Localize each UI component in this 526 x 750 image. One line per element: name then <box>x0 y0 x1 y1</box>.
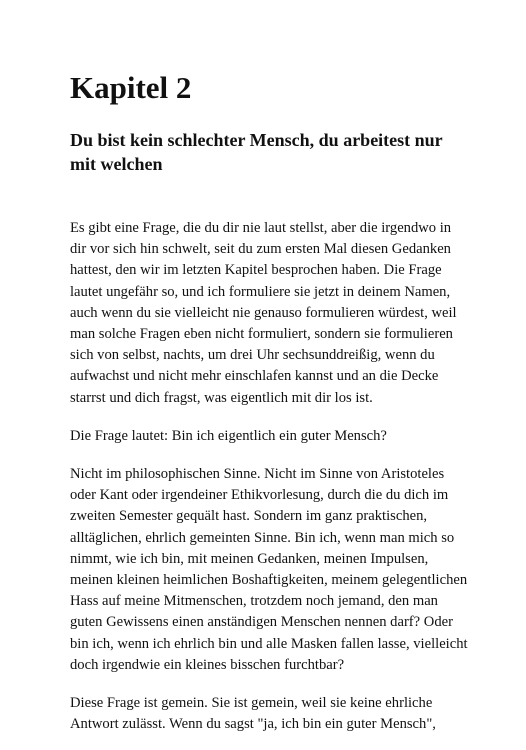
paragraph: Die Frage lautet: Bin ich eigentlich ein guter Mensch? <box>70 427 387 444</box>
section-title: Du bist kein schlechter Mensch, du arbeitest nur mit welchen <box>70 130 443 174</box>
paragraph: Diese Frage ist gemein. Sie ist gemein, weil sie keine ehrliche Antwort zulässt. Wenn du sagst "ja, ich bin ein guter Mensch", <box>70 695 436 733</box>
body-text <box>70 218 470 735</box>
paragraph: Nicht im philosophischen Sinne. Nicht im Sinne von Aristoteles oder Kant oder irgendeiner Ethikvorlesung, durch die du dich im zweiten Semester gequält hast. Sondern im ganz praktischen, alltäglichen, ehrlich gemeinten Sinne. Bin ich, wenn man mich so nimmt, wie ich bin, mit meinen Gedanken, meinen Impulsen, meinen kleinen heimlichen Boshaftigkeiten, meinem gelegentlichen Hass auf meine Mitmenschen, trotzdem noch jemand, den man guten Gewissens einen anständigen Menschen nennen darf? Oder bin ich, wenn ich ehrlich bin und alle Masken fallen lasse, vielleicht doch irgendwie ein kleines bisschen furchtbar? <box>70 466 468 673</box>
paragraph: Es gibt eine Frage, die du dir nie laut stellst, aber die irgendwo in dir vor sich hin schwelt, seit du zum ersten Mal diesen Gedanken hattest, den wir im letzten Kapitel besprochen haben. Die Frage lautet ungefähr so, und ich formuliere sie jetzt in deinem Namen, auch wenn du sie vielleicht nie genauso formulieren würdest, weil man solche Fragen eben nicht formuliert, sondern sie formulieren sich von selbst, nachts, um drei Uhr sechsunddreißig, wenn du aufwachst und nicht mehr einschlafen kannst und an die Decke starrst und dich fragst, was eigentlich mit dir los ist. <box>70 220 457 406</box>
chapter-title: Kapitel 2 <box>70 70 192 105</box>
